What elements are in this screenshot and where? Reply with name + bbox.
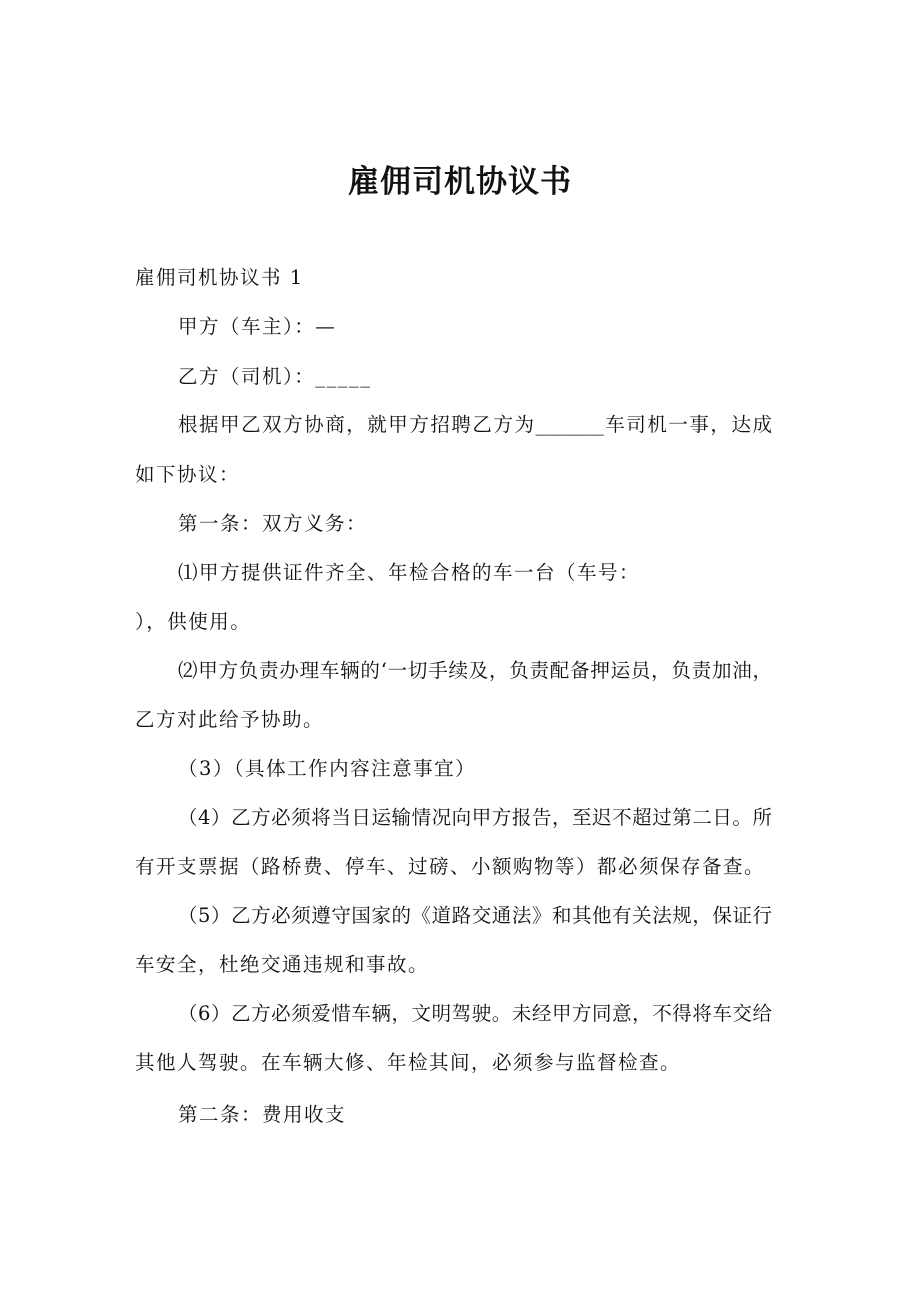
party-a-line: 甲方（车主）：— xyxy=(178,315,337,338)
clause-2-line-1: ⑵甲方负责办理车辆的‘一切手续及，负责配备押运员，负责加油， xyxy=(178,659,772,682)
clause-4-line-2: 有开支票据（路桥费、停车、过磅、小额购物等）都必须保存备查。 xyxy=(135,855,766,878)
party-b-line: 乙方（司机）：_____ xyxy=(178,365,372,388)
section-heading: 雇佣司机协议书 1 xyxy=(135,266,304,289)
preamble-line-1: 根据甲乙双方协商，就甲方招聘乙方为_______车司机一事，达成 xyxy=(178,413,772,436)
clause-5-line-2: 车安全，杜绝交通违规和事故。 xyxy=(135,953,430,976)
article-1-heading: 第一条：双方义务： xyxy=(178,512,368,535)
clause-5-line-1: （5）乙方必须遵守国家的《道路交通法》和其他有关法规，保证行 xyxy=(178,904,772,927)
clause-6-line-2: 其他人驾驶。在车辆大修、年检其间，必须参与监督检查。 xyxy=(135,1051,682,1074)
document-title: 雇佣司机协议书 xyxy=(348,164,572,200)
clause-1-line-2: ），供使用。 xyxy=(135,610,252,633)
clause-2-line-2: 乙方对此给予协助。 xyxy=(135,708,325,731)
clause-1-line-1: ⑴甲方提供证件齐全、年检合格的车一台（车号： xyxy=(178,561,641,584)
clause-3-line: （3）（具体工作内容注意事宜） xyxy=(178,757,477,780)
preamble-line-2: 如下协议： xyxy=(135,463,241,486)
article-2-heading: 第二条：费用收支 xyxy=(178,1103,347,1126)
clause-4-line-1: （4）乙方必须将当日运输情况向甲方报告，至迟不超过第二日。所 xyxy=(178,806,772,829)
clause-6-line-1: （6）乙方必须爱惜车辆，文明驾驶。未经甲方同意，不得将车交给 xyxy=(178,1002,772,1025)
